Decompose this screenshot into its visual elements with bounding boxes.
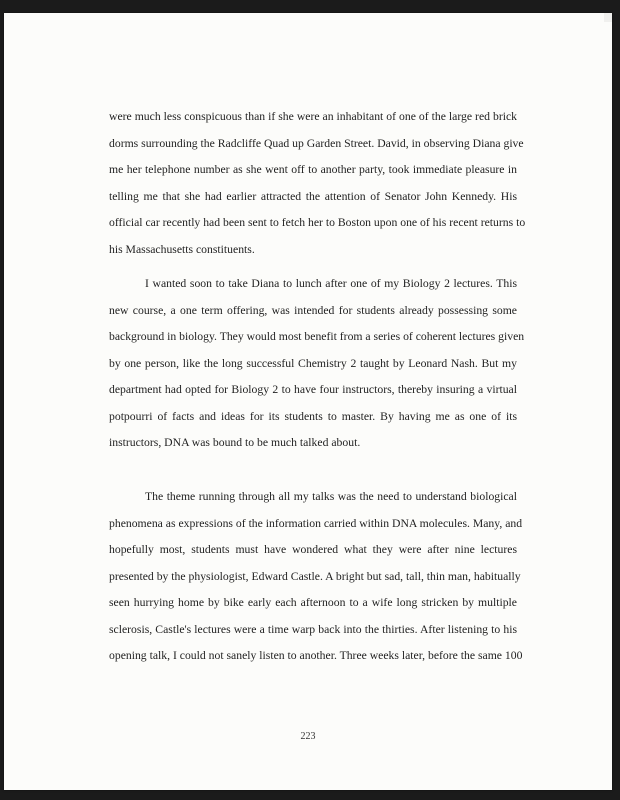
paragraph-line: opening talk, I could not sanely listen to another. Three weeks later, before the same 100	[109, 649, 523, 662]
paragraph-line: hopefully most, students must have wondered what they were after nine lectures	[109, 543, 517, 556]
paragraph-line: phenomena as expressions of the information carried within DNA molecules. Many, and	[109, 516, 523, 530]
paragraph-1	[109, 104, 526, 263]
paragraph-line: official car recently had been sent to fetch her to Boston upon one of his recent returns to	[109, 216, 526, 229]
paragraph-line: sclerosis, Castle's lectures were a time warp back into the thirties. After listening to his	[109, 622, 517, 636]
page-corner-tab	[604, 13, 612, 22]
paragraph-line: by one person, like the long successful Chemistry 2 taught by Leonard Nash. But my	[109, 356, 517, 370]
paragraph-line: I wanted soon to take Diana to lunch after one of my Biology 2 lectures. This	[145, 277, 517, 290]
paragraph-line: new course, a one term offering, was intended for students already possessing some	[109, 303, 517, 317]
paragraph-line: department had opted for Biology 2 to have four instructors, thereby insuring a virtual	[109, 383, 517, 396]
paragraph-line: were much less conspicuous than if she were an inhabitant of one of the large red brick	[109, 110, 517, 123]
paragraph-line: background in biology. They would most benefit from a series of coherent lectures given	[109, 330, 525, 343]
paragraph-line: his Massachusetts constituents.	[109, 242, 255, 256]
paragraph-line: seen hurrying home by bike early each afternoon to a wife long stricken by multiple	[109, 596, 517, 609]
paragraph-3	[109, 484, 523, 670]
paragraph-line: instructors, DNA was bound to be much talked about.	[109, 436, 361, 449]
paragraph-line: presented by the physiologist, Edward Castle. A bright but sad, tall, thin man, habitually	[109, 569, 521, 583]
paragraph-line: me her telephone number as she went off to another party, took immediate pleasure in	[109, 163, 517, 176]
page-number: 223	[300, 731, 316, 742]
paragraph-line: The theme running through all my talks was the need to understand biological	[145, 490, 517, 503]
paragraph-line: telling me that she had earlier attracted the attention of Senator John Kennedy. His	[109, 189, 517, 203]
document-page	[4, 13, 612, 790]
paragraph-2	[109, 271, 525, 457]
paragraph-line: potpourri of facts and ideas for its students to master. By having me as one of its	[109, 409, 517, 423]
paragraph-line: dorms surrounding the Radcliffe Quad up Garden Street. David, in observing Diana give	[109, 136, 524, 150]
